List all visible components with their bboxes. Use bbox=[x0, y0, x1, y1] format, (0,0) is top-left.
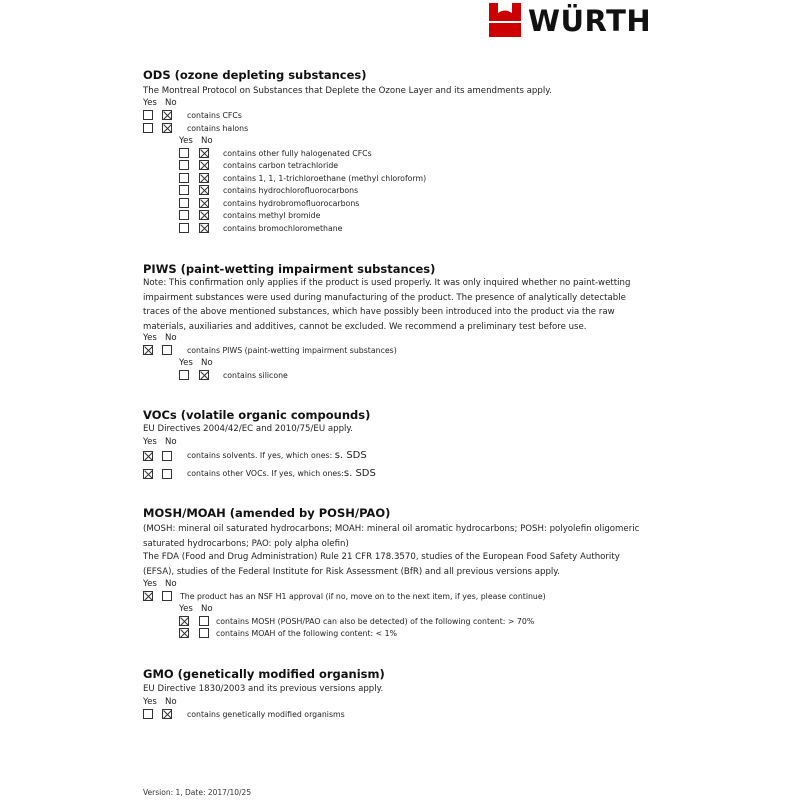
piws-title: PIWS (paint-wetting impairment substances) bbox=[143, 262, 436, 276]
voc-title: VOCs (volatile organic compounds) bbox=[143, 408, 371, 422]
ods-sub-1-yes-checkbox[interactable] bbox=[179, 148, 189, 158]
piws-yes-checkbox[interactable] bbox=[143, 345, 153, 355]
mosh-yes-no-header: Yes No bbox=[143, 579, 177, 589]
mosh-content-no-checkbox[interactable] bbox=[199, 616, 209, 626]
ods-sub-1-label: contains other fully halogenated CFCs bbox=[223, 149, 372, 158]
ods-halons-yes-checkbox[interactable] bbox=[143, 123, 153, 133]
ods-cfcs-no-checkbox[interactable] bbox=[162, 110, 172, 120]
moah-content-no-checkbox[interactable] bbox=[199, 628, 209, 638]
ods-sub-2-yes-checkbox[interactable] bbox=[179, 160, 189, 170]
piws-no-checkbox[interactable] bbox=[162, 345, 172, 355]
ods-sub-4-yes-checkbox[interactable] bbox=[179, 185, 189, 195]
piws-yes-no-header: Yes No bbox=[143, 333, 177, 343]
piws-sub-yes-no-header: Yes No bbox=[179, 358, 213, 368]
ods-sub-2-label: contains carbon tetrachloride bbox=[223, 161, 339, 170]
ods-sub-7-label: contains bromochloromethane bbox=[223, 224, 343, 233]
ods-sub-7-no-checkbox[interactable] bbox=[199, 223, 209, 233]
ods-sub-4-no-checkbox[interactable] bbox=[199, 185, 209, 195]
piws-silicone-no-checkbox[interactable] bbox=[199, 370, 209, 380]
ods-sub-5-no-checkbox[interactable] bbox=[199, 198, 209, 208]
voc-solvents-yes-checkbox[interactable] bbox=[143, 451, 153, 461]
version-footer: Version: 1, Date: 2017/10/25 bbox=[143, 788, 252, 797]
ods-sub-3-label: contains 1, 1, 1-trichloroethane (methyl chloroform) bbox=[223, 174, 427, 183]
ods-sub-3-no-checkbox[interactable] bbox=[199, 173, 209, 183]
wurth-wordmark: WÜRTH bbox=[528, 4, 652, 38]
ods-cfcs-yes-checkbox[interactable] bbox=[143, 110, 153, 120]
gmo-note: EU Directive 1830/2003 and its previous versions apply. bbox=[143, 684, 384, 694]
wurth-logo bbox=[488, 2, 653, 40]
ods-sub-yes-no-header: Yes No bbox=[179, 136, 213, 146]
ods-sub-1-no-checkbox[interactable] bbox=[199, 148, 209, 158]
mosh-nsf-yes-checkbox[interactable] bbox=[143, 591, 153, 601]
piws-note: Note: This confirmation only applies if the product is used properly. It was only inquired whether no paint-wetting impairment substances were used during manufacturing of the product. The presence of analytically detectable traces of the above mentioned substances, which have possibly been introduced into the product via the raw materials, auxiliaries and additives, cannot be excluded. We recommend a preliminary test before use. bbox=[143, 278, 631, 332]
ods-yes-no-header: Yes No bbox=[143, 98, 177, 108]
voc-solvents-label: contains solvents. If yes, which ones: s. SDS bbox=[187, 450, 367, 461]
voc-other-yes-checkbox[interactable] bbox=[143, 469, 153, 479]
gmo-title: GMO (genetically modified organism) bbox=[143, 667, 385, 681]
ods-sub-6-no-checkbox[interactable] bbox=[199, 210, 209, 220]
ods-sub-4-label: contains hydrochlorofluorocarbons bbox=[223, 186, 359, 195]
ods-sub-6-label: contains methyl bromide bbox=[223, 211, 321, 220]
moah-content-yes-checkbox[interactable] bbox=[179, 628, 189, 638]
mosh-sub-yes-no-header: Yes No bbox=[179, 604, 213, 614]
ods-note: The Montreal Protocol on Substances that Deplete the Ozone Layer and its amendments apply. bbox=[143, 86, 552, 96]
gmo-yes-no-header: Yes No bbox=[143, 697, 177, 707]
ods-sub-5-label: contains hydrobromofluorocarbons bbox=[223, 199, 360, 208]
piws-silicone-label: contains silicone bbox=[223, 371, 288, 380]
voc-note: EU Directives 2004/42/EC and 2010/75/EU apply. bbox=[143, 424, 354, 434]
ods-sub-3-yes-checkbox[interactable] bbox=[179, 173, 189, 183]
ods-sub-7-yes-checkbox[interactable] bbox=[179, 223, 189, 233]
ods-sub-5-yes-checkbox[interactable] bbox=[179, 198, 189, 208]
gmo-yes-checkbox[interactable] bbox=[143, 709, 153, 719]
ods-halons-no-checkbox[interactable] bbox=[162, 123, 172, 133]
mosh-nsf-no-checkbox[interactable] bbox=[162, 591, 172, 601]
gmo-label: contains genetically modified organisms bbox=[187, 710, 345, 719]
ods-halons-label: contains halons bbox=[187, 124, 249, 133]
voc-other-label: contains other VOCs. If yes, which ones:s. SDS bbox=[187, 468, 376, 479]
ods-title: ODS (ozone depleting substances) bbox=[143, 68, 367, 82]
voc-other-no-checkbox[interactable] bbox=[162, 469, 172, 479]
voc-yes-no-header: Yes No bbox=[143, 437, 177, 447]
voc-solvents-no-checkbox[interactable] bbox=[162, 451, 172, 461]
mosh-nsf-label: The product has an NSF H1 approval (if no, move on to the next item, if yes, please continue) bbox=[180, 592, 546, 601]
ods-sub-6-yes-checkbox[interactable] bbox=[179, 210, 189, 220]
ods-cfcs-label: contains CFCs bbox=[187, 111, 242, 120]
mosh-note-2: The FDA (Food and Drug Administration) Rule 21 CFR 178.3570, studies of the European Food Safety Authority (EFSA), studies of the Federal Institute for Risk Assessment (BfR) and all previous versions apply. bbox=[143, 552, 620, 577]
voc-other-value: s. SDS bbox=[343, 468, 376, 479]
ods-sub-2-no-checkbox[interactable] bbox=[199, 160, 209, 170]
mosh-title: MOSH/MOAH (amended by POSH/PAO) bbox=[143, 506, 391, 520]
mosh-content-yes-checkbox[interactable] bbox=[179, 616, 189, 626]
gmo-no-checkbox[interactable] bbox=[162, 709, 172, 719]
piws-silicone-yes-checkbox[interactable] bbox=[179, 370, 189, 380]
mosh-content-label: contains MOSH (POSH/PAO can also be detected) of the following content: > 70% bbox=[216, 617, 535, 626]
moah-content-label: contains MOAH of the following content: < 1% bbox=[216, 629, 398, 638]
piws-label: contains PIWS (paint-wetting impairment substances) bbox=[187, 346, 397, 355]
mosh-note-1: (MOSH: mineral oil saturated hydrocarbons; MOAH: mineral oil aromatic hydrocarbons; POSH: polyolefin oligomeric saturated hydrocarbons; PAO: poly alpha olefin) bbox=[143, 524, 640, 549]
voc-solvents-value: s. SDS bbox=[334, 450, 367, 461]
wurth-emblem-icon bbox=[488, 2, 522, 38]
